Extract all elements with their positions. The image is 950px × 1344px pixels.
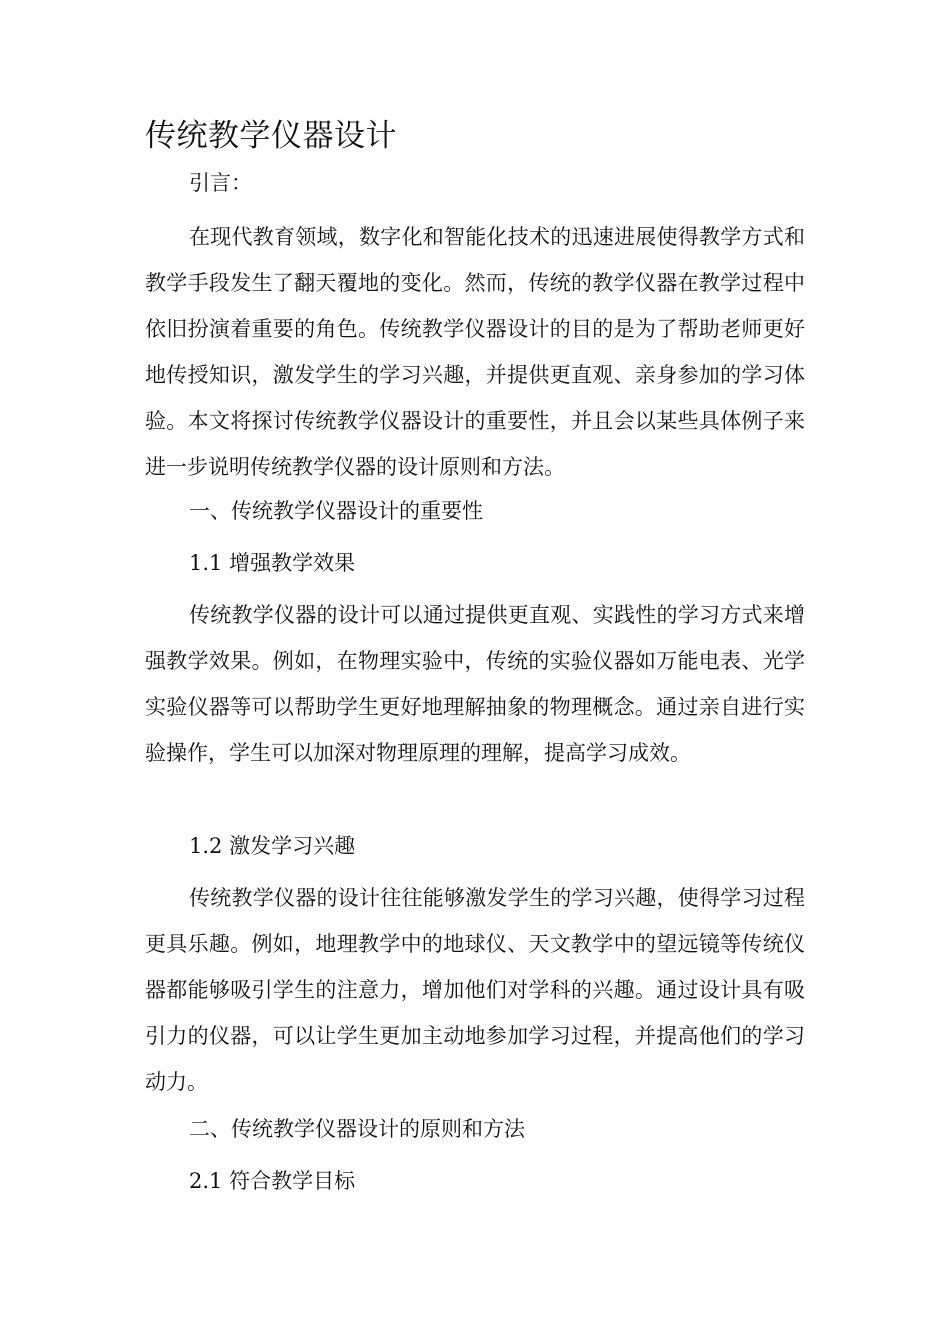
section-1-1-paragraph: 传统教学仪器的设计可以通过提供更直观、实践性的学习方式来增强教学效果。例如，在物理实验中，传统的实验仪器如万能电表、光学实验仪器等可以帮助学生更好地理解抽象的物理概念。通过亲自进行实验操作，学生可以加深对物理原理的理解，提高学习成效。 — [145, 603, 805, 765]
document-title: 传统教学仪器设计 — [145, 118, 397, 154]
section-1-2-heading: 1.2 激发学习兴趣 — [189, 834, 356, 858]
intro-paragraph: 在现代教育领域，数字化和智能化技术的迅速进展使得教学方式和教学手段发生了翻天覆地的变化。然而，传统的教学仪器在教学过程中依旧扮演着重要的角色。传统教学仪器设计的目的是为了帮助老师更好地传授知识，激发学生的学习兴趣，并提供更直观、亲身参加的学习体验。本文将探讨传统教学仪器设计的重要性，并且会以某些具体例子来进一步说明传统教学仪器的设计原则和方法。 — [145, 225, 805, 479]
section-2-1-heading: 2.1 符合教学目标 — [189, 1169, 356, 1193]
section-2-heading: 二、传统教学仪器设计的原则和方法 — [189, 1117, 525, 1141]
section-1-heading: 一、传统教学仪器设计的重要性 — [189, 499, 483, 523]
section-1-2-paragraph: 传统教学仪器的设计往往能够激发学生的学习兴趣，使得学习过程更具乐趣。例如，地理教学中的地球仪、天文教学中的望远镜等传统仪器都能够吸引学生的注意力，增加他们对学科的兴趣。通过设计具有吸引力的仪器，可以让学生更加主动地参加学习过程，并提高他们的学习动力。 — [145, 886, 805, 1094]
section-1-1-heading: 1.1 增强教学效果 — [189, 551, 356, 575]
intro-label: 引言： — [189, 171, 252, 195]
